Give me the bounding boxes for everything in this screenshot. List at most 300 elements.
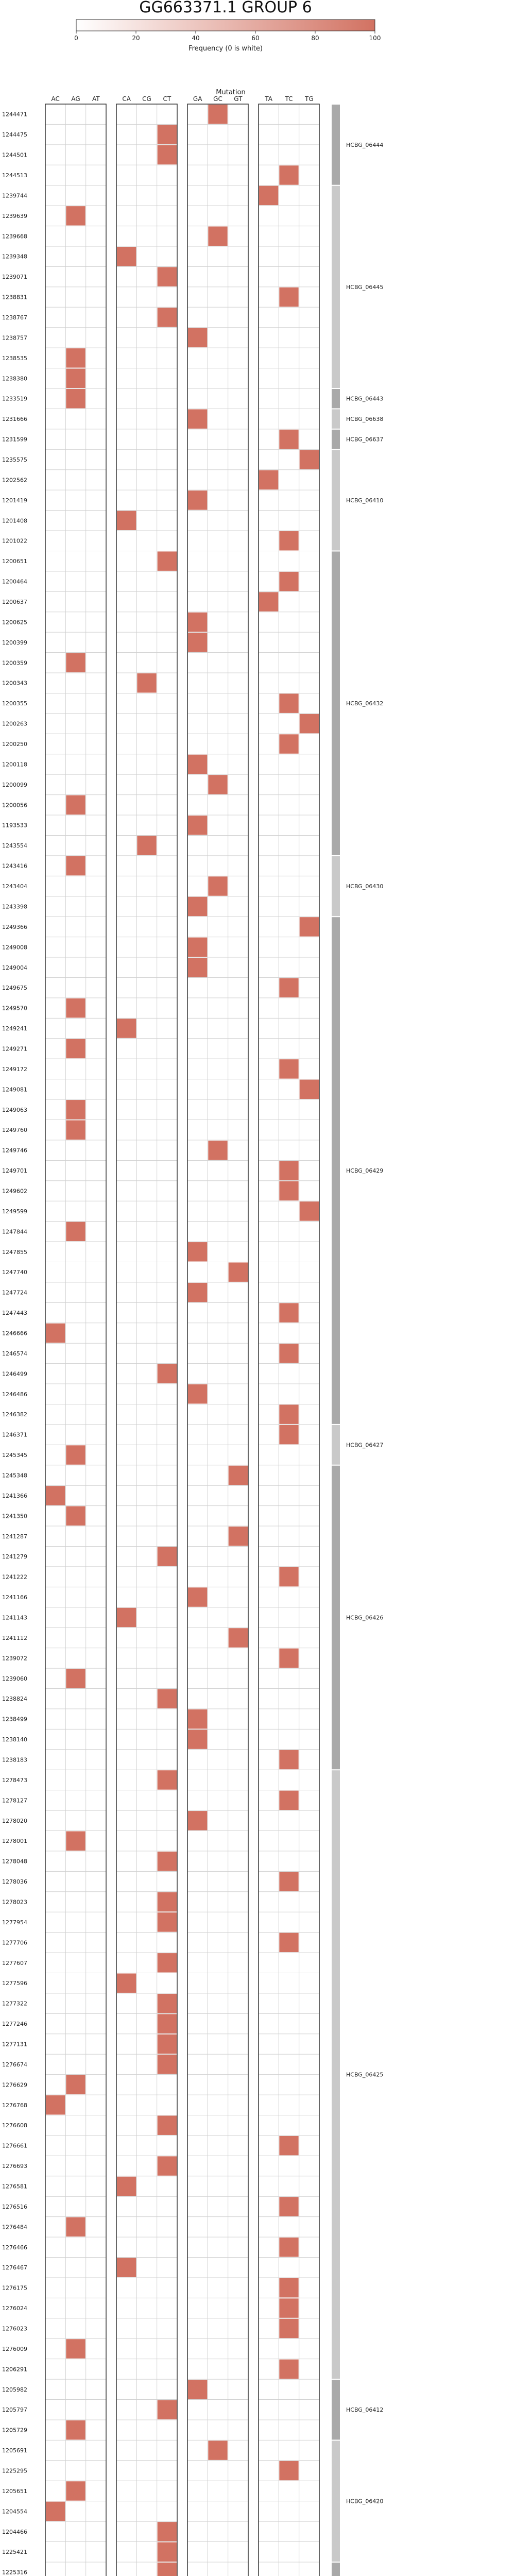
row-label: 1241166 — [2, 1594, 27, 1601]
row-label: 1200625 — [2, 619, 27, 626]
row-label: 1200056 — [2, 802, 27, 809]
row-label: 1276608 — [2, 2122, 27, 2129]
heatmap-cell — [158, 267, 177, 286]
heatmap-cell — [66, 1445, 85, 1464]
heatmap-cell — [66, 2075, 85, 2094]
heatmap-cell — [66, 206, 85, 225]
row-label: 1241287 — [2, 1533, 27, 1540]
heatmap-cell — [279, 2461, 298, 2480]
heatmap-cell — [117, 247, 136, 266]
heatmap-cell — [158, 551, 177, 570]
heatmap-cell — [208, 227, 227, 246]
heatmap-cell — [158, 2400, 177, 2419]
row-label: 1205982 — [2, 2386, 27, 2393]
heatmap-cell — [66, 998, 85, 1018]
group-bar — [332, 917, 340, 1424]
heatmap-cell — [279, 2298, 298, 2317]
column-label-top: CG — [142, 95, 151, 103]
row-label: 1238140 — [2, 1736, 27, 1743]
row-label: 1239639 — [2, 212, 27, 219]
row-label: 1200118 — [2, 761, 27, 768]
row-label: 1249008 — [2, 944, 27, 951]
row-label: 1200359 — [2, 659, 27, 667]
heatmap-cell — [229, 1527, 248, 1546]
heatmap-cell — [279, 2278, 298, 2297]
row-label: 1204466 — [2, 2528, 27, 2535]
heatmap-cell — [188, 633, 207, 652]
heatmap-cell — [66, 653, 85, 672]
row-label: 1241279 — [2, 1553, 27, 1561]
row-label: 1247724 — [2, 1289, 27, 1296]
group-label: HCBG_06637 — [346, 436, 384, 443]
column-label-top: TC — [285, 95, 293, 103]
heatmap-cell — [66, 1669, 85, 1688]
row-label: 1276024 — [2, 2305, 27, 2312]
row-label: 1249081 — [2, 1086, 27, 1093]
group-label: HCBG_06425 — [346, 2071, 384, 2078]
row-label: 1239744 — [2, 192, 27, 199]
row-label: 1276693 — [2, 2163, 27, 2170]
row-label: 1246486 — [2, 1391, 27, 1398]
row-label: 1249675 — [2, 985, 27, 992]
row-label: 1249172 — [2, 1065, 27, 1073]
row-label: 1247740 — [2, 1269, 27, 1276]
row-label: 1277607 — [2, 1959, 27, 1967]
row-label: 1276581 — [2, 2183, 27, 2190]
column-label-top: AG — [71, 95, 80, 103]
row-label: 1276516 — [2, 2203, 27, 2210]
row-label: 1278127 — [2, 1797, 27, 1804]
heatmap-cell — [279, 430, 298, 449]
top-column-labels — [51, 95, 313, 103]
panel-border — [116, 104, 177, 2576]
colorbar — [76, 20, 375, 31]
row-label: 1276768 — [2, 2102, 27, 2109]
group-label: HCBG_06443 — [346, 395, 384, 402]
row-label: 1239348 — [2, 253, 27, 260]
row-label: 1244513 — [2, 172, 27, 179]
heatmap-cell — [66, 2420, 85, 2439]
row-label: 1244471 — [2, 111, 27, 118]
heatmap-cell — [66, 1506, 85, 1526]
row-label: 1206291 — [2, 2366, 27, 2373]
heatmap-cell — [158, 1912, 177, 1931]
row-label: 1247844 — [2, 1228, 27, 1235]
group-bar — [332, 105, 340, 185]
heatmap-cell — [279, 1791, 298, 1810]
row-label: 1200263 — [2, 720, 27, 727]
group-label: HCBG_06638 — [346, 416, 384, 423]
heatmap-cell — [279, 1750, 298, 1769]
row-label: 1202562 — [2, 477, 27, 484]
row-label: 1246574 — [2, 1350, 27, 1357]
row-label: 1241366 — [2, 1492, 27, 1499]
row-label: 1247855 — [2, 1248, 27, 1256]
row-label: 1245348 — [2, 1472, 27, 1479]
row-label: 1277596 — [2, 1980, 27, 1987]
heatmap-cell — [188, 328, 207, 347]
row-label: 1225316 — [2, 2569, 27, 2576]
heatmap-cell — [66, 369, 85, 388]
row-label: 1249701 — [2, 1167, 27, 1175]
row-label: 1238183 — [2, 1756, 27, 1764]
heatmap-cell — [66, 1100, 85, 1119]
heatmap-cell — [46, 2095, 65, 2114]
heatmap-cell — [137, 836, 156, 855]
heatmap-cell — [66, 2217, 85, 2236]
heatmap-cell — [158, 1852, 177, 1871]
heatmap-cell — [229, 1466, 248, 1485]
row-label: 1243416 — [2, 862, 27, 870]
heatmap-cell — [188, 897, 207, 916]
heatmap-cell — [66, 1222, 85, 1241]
row-label: 1200399 — [2, 639, 27, 646]
heatmap-cell — [188, 938, 207, 957]
heatmap-cell — [46, 1486, 65, 1505]
group-label: HCBG_06430 — [346, 883, 384, 890]
heatmap-cell — [229, 1628, 248, 1647]
group-label: HCBG_06445 — [346, 283, 384, 291]
row-label: 1241143 — [2, 1614, 27, 1621]
row-label: 1249271 — [2, 1045, 27, 1053]
group-label: HCBG_06426 — [346, 1614, 384, 1621]
row-label: 1278020 — [2, 1817, 27, 1824]
row-label: 1276009 — [2, 2345, 27, 2352]
heatmap-cell — [158, 125, 177, 144]
heatmap-cell — [279, 1303, 298, 1322]
row-label: 1277322 — [2, 2000, 27, 2007]
group-bar — [332, 430, 340, 449]
group-bar — [332, 186, 340, 388]
heatmap-cell — [279, 2197, 298, 2216]
heatmap-cell — [158, 2522, 177, 2541]
row-label: 1249241 — [2, 1025, 27, 1032]
heatmap-cell — [188, 613, 207, 632]
column-label-top: AC — [51, 95, 60, 103]
heatmap-cell — [66, 1832, 85, 1851]
heatmap-cell — [66, 348, 85, 367]
row-label: 1201408 — [2, 517, 27, 524]
heatmap-cell — [279, 1059, 298, 1078]
heatmap-cell — [300, 450, 319, 469]
row-label: 1243404 — [2, 883, 27, 890]
chart-title: GG663371.1 GROUP 6 — [139, 0, 312, 16]
group-label: HCBG_06427 — [346, 1442, 384, 1449]
group-label: HCBG_06429 — [346, 1167, 384, 1175]
row-label: 1238499 — [2, 1716, 27, 1723]
row-label: 1276674 — [2, 2061, 27, 2068]
heatmap-cell — [158, 1892, 177, 1911]
colorbar-tick-label: 60 — [251, 35, 260, 42]
heatmap-cell — [188, 816, 207, 835]
column-label-top: AT — [92, 95, 100, 103]
heatmap-cell — [158, 2156, 177, 2175]
row-label: 1276175 — [2, 2284, 27, 2292]
mutation-panel — [187, 104, 248, 2576]
heatmap-cell — [279, 2319, 298, 2338]
group-bar — [332, 551, 340, 855]
heatmap-cell — [66, 795, 85, 815]
column-label-top: GC — [213, 95, 222, 103]
heatmap-cell — [188, 1709, 207, 1728]
heatmap-cell — [279, 734, 298, 753]
heatmap-cell — [188, 490, 207, 510]
colorbar-tick-label: 0 — [74, 35, 78, 42]
heatmap-cell — [279, 572, 298, 591]
column-label-top: CA — [122, 95, 131, 103]
row-label: 1200099 — [2, 781, 27, 788]
row-label: 1247443 — [2, 1310, 27, 1317]
heatmap-cell — [46, 2502, 65, 2521]
row-label: 1245345 — [2, 1452, 27, 1459]
heatmap-panels — [45, 104, 319, 2576]
heatmap-cell — [66, 1120, 85, 1139]
colorbar-tick-label: 20 — [132, 35, 140, 42]
row-label: 1246499 — [2, 1370, 27, 1378]
column-label-top: GT — [234, 95, 243, 103]
heatmap-cell — [188, 409, 207, 428]
heatmap-cell — [158, 145, 177, 164]
row-label: 1277954 — [2, 1919, 27, 1926]
row-label: 1241222 — [2, 1573, 27, 1581]
row-label: 1201022 — [2, 537, 27, 545]
group-bars — [332, 105, 383, 2576]
group-label: HCBG_06432 — [346, 700, 384, 707]
column-label-top: GA — [193, 95, 202, 103]
heatmap-cell — [188, 1730, 207, 1749]
group-bar — [332, 1425, 340, 1465]
heatmap-cell — [279, 2238, 298, 2257]
row-label: 1225421 — [2, 2549, 27, 2556]
colorbar-label: Frequency (0 is white) — [188, 45, 263, 53]
row-label: 1249760 — [2, 1127, 27, 1134]
row-label: 1278048 — [2, 1858, 27, 1865]
heatmap-cell — [279, 165, 298, 184]
group-bar — [332, 389, 340, 408]
row-label: 1238380 — [2, 375, 27, 382]
row-label: 1204554 — [2, 2508, 27, 2515]
heatmap-cell — [208, 1141, 227, 1160]
heatmap-cell — [300, 714, 319, 733]
heatmap-cell — [279, 531, 298, 550]
row-label: 1241350 — [2, 1513, 27, 1520]
heatmap-cell — [66, 856, 85, 875]
row-label: 1278036 — [2, 1878, 27, 1886]
heatmap-cell — [158, 2543, 177, 2562]
heatmap-cell — [158, 1770, 177, 1789]
heatmap-cell — [279, 1181, 298, 1200]
heatmap-cell — [188, 1811, 207, 1830]
row-label: 1246371 — [2, 1431, 27, 1438]
row-label: 1239060 — [2, 1675, 27, 1682]
heatmap-cell — [300, 1201, 319, 1221]
heatmap-cell — [279, 287, 298, 307]
row-label: 1233519 — [2, 395, 27, 402]
heatmap-cell — [259, 592, 278, 611]
mutation-panel — [116, 104, 177, 2576]
heatmap-cell — [188, 958, 207, 977]
row-label: 1205797 — [2, 2406, 27, 2414]
row-label: 1239668 — [2, 233, 27, 240]
row-label: 1205691 — [2, 2447, 27, 2454]
heatmap-cell — [259, 470, 278, 489]
row-label: 1276484 — [2, 2224, 27, 2231]
heatmap-cell — [158, 1689, 177, 1708]
row-label: 1278001 — [2, 1838, 27, 1845]
row-label: 1200464 — [2, 578, 27, 585]
heatmap-cell — [279, 1344, 298, 1363]
row-label: 1246382 — [2, 1411, 27, 1418]
heatmap-cell — [279, 1425, 298, 1444]
group-bar — [332, 2563, 340, 2576]
heatmap-cell — [158, 2116, 177, 2135]
group-bar — [332, 409, 340, 428]
row-label: 1276467 — [2, 2264, 27, 2272]
heatmap-cell — [208, 876, 227, 895]
row-label: 1205651 — [2, 2487, 27, 2495]
row-label: 1231666 — [2, 416, 27, 423]
colorbar-tick-label: 100 — [369, 35, 381, 42]
group-bar — [332, 450, 340, 550]
heatmap-cell — [279, 693, 298, 713]
row-label: 1200355 — [2, 700, 27, 707]
heatmap-cell — [117, 511, 136, 530]
heatmap-cell — [158, 1953, 177, 1972]
x-axis-label-top: Mutation — [216, 89, 246, 96]
heatmap-cell — [137, 673, 156, 692]
row-label: 1249599 — [2, 1208, 27, 1215]
row-label: 1238824 — [2, 1696, 27, 1703]
panel-border — [187, 104, 248, 2576]
group-bar — [332, 2441, 340, 2562]
heatmap-cell — [279, 2360, 298, 2379]
row-label: 1249004 — [2, 964, 27, 971]
heatmap-cell — [158, 1547, 177, 1566]
heatmap-cell — [279, 1933, 298, 1952]
row-label: 1249063 — [2, 1106, 27, 1113]
row-label: 1201419 — [2, 497, 27, 504]
column-label-top: TA — [265, 95, 272, 103]
heatmap-cell — [188, 1283, 207, 1302]
heatmap-cell — [279, 1872, 298, 1891]
row-label: 1246666 — [2, 1330, 27, 1337]
row-label: 1276023 — [2, 2325, 27, 2332]
group-label: HCBG_06420 — [346, 2498, 384, 2505]
heatmap-cell — [188, 1587, 207, 1606]
heatmap-cell — [188, 2380, 207, 2399]
row-label: 1193533 — [2, 822, 27, 829]
row-label: 1249366 — [2, 923, 27, 930]
heatmap-cell — [158, 1994, 177, 2013]
heatmap-cell — [158, 2014, 177, 2033]
column-label-top: TG — [305, 95, 314, 103]
heatmap-cell — [158, 308, 177, 327]
row-label: 1277131 — [2, 2041, 27, 2048]
heatmap-cell — [300, 917, 319, 936]
heatmap-cell — [279, 1567, 298, 1586]
row-label: 1276661 — [2, 2142, 27, 2149]
row-label: 1249602 — [2, 1188, 27, 1195]
heatmap-cell — [188, 1242, 207, 1261]
row-label: 1243554 — [2, 842, 27, 850]
row-label: 1200637 — [2, 599, 27, 606]
row-label: 1239072 — [2, 1655, 27, 1662]
heatmap-cell — [279, 978, 298, 997]
heatmap-cell — [279, 2136, 298, 2155]
row-labels — [2, 111, 27, 2576]
row-label: 1200651 — [2, 558, 27, 565]
group-bar — [332, 1770, 340, 2379]
heatmap-cell — [279, 1404, 298, 1423]
row-label: 1277246 — [2, 2021, 27, 2028]
heatmap-cell — [208, 2441, 227, 2460]
row-label: 1276629 — [2, 2081, 27, 2089]
heatmap-cell — [158, 2563, 177, 2576]
heatmap-cell — [158, 1364, 177, 1383]
row-label: 1200343 — [2, 680, 27, 687]
row-label: 1238831 — [2, 294, 27, 301]
heatmap-cell — [117, 1974, 136, 1993]
heatmap-cell — [46, 1324, 65, 1343]
row-label: 1249746 — [2, 1147, 27, 1154]
heatmap-cell — [66, 389, 85, 408]
heatmap-cell — [300, 1080, 319, 1099]
row-label: 1249570 — [2, 1005, 27, 1012]
row-label: 1225295 — [2, 2467, 27, 2475]
group-bar — [332, 1466, 340, 1769]
row-label: 1276466 — [2, 2244, 27, 2251]
row-label: 1244501 — [2, 151, 27, 159]
row-label: 1244475 — [2, 131, 27, 139]
heatmap-cell — [208, 775, 227, 794]
heatmap-cell — [66, 2481, 85, 2500]
heatmap-cell — [279, 1649, 298, 1668]
colorbar-tick-label: 80 — [311, 35, 319, 42]
heatmap-cell — [117, 1019, 136, 1038]
heatmap-cell — [188, 755, 207, 774]
heatmap-cell — [158, 2055, 177, 2074]
row-label: 1238535 — [2, 354, 27, 362]
group-label: HCBG_06444 — [346, 141, 384, 148]
heatmap-cell — [117, 1608, 136, 1627]
heatmap-cell — [259, 186, 278, 205]
heatmap-cell — [66, 1039, 85, 1058]
heatmap-cell — [188, 1384, 207, 1403]
heatmap-cell — [279, 1161, 298, 1180]
row-label: 1243398 — [2, 903, 27, 910]
row-label: 1205729 — [2, 2427, 27, 2434]
row-label: 1239071 — [2, 274, 27, 281]
group-label: HCBG_06410 — [346, 497, 384, 504]
heatmap-cell — [208, 105, 227, 124]
row-label: 1278473 — [2, 1776, 27, 1784]
row-label: 1278023 — [2, 1899, 27, 1906]
heatmap-cell — [117, 2258, 136, 2277]
row-label: 1238767 — [2, 314, 27, 321]
row-label: 1200250 — [2, 741, 27, 748]
row-label: 1238757 — [2, 334, 27, 342]
heatmap-cell — [158, 2035, 177, 2054]
group-label: HCBG_06412 — [346, 2406, 384, 2414]
heatmap-cell — [66, 2339, 85, 2358]
colorbar-tick-label: 40 — [192, 35, 200, 42]
heatmap-cell — [229, 1262, 248, 1281]
row-label: 1235575 — [2, 456, 27, 464]
row-label: 1277706 — [2, 1939, 27, 1946]
group-bar — [332, 856, 340, 916]
row-label: 1231599 — [2, 436, 27, 443]
row-label: 1241112 — [2, 1634, 27, 1641]
